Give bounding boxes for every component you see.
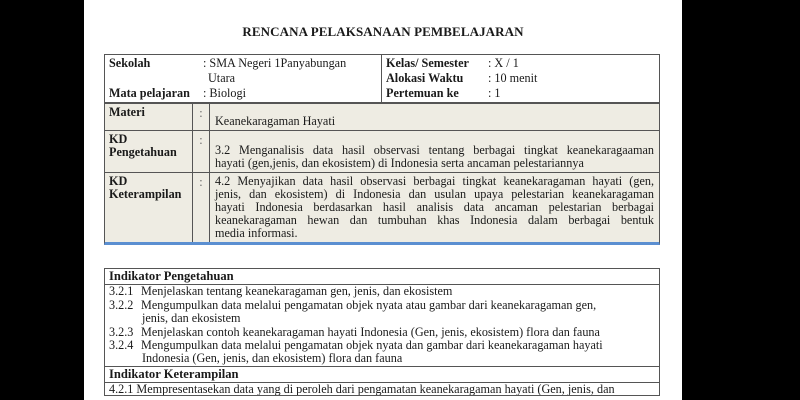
materi-text: Keanekaragaman Hayati [215,114,336,128]
kd-pengetahuan-separator: : [193,131,210,172]
kd-pengetahuan-value [210,131,659,172]
pertemuan-value: : 1 [488,86,501,100]
kd-label-line2: Keterampilan [109,187,182,201]
indikator-item [105,339,659,366]
indikator-text-cont: Indonesia (Gen, jenis, dan ekosistem) flora dan fauna [142,351,403,366]
indikator-text: Mengumpulkan data melalui pengamatan objek nyata dan gambar dari keanekaragaman hayati [141,338,603,353]
kd-keterampilan-value [210,173,659,242]
document-title: RENCANA PELAKSANAAN PEMBELAJARAN [242,24,524,39]
kd-keterampilan-line: media informasi. [215,226,298,240]
kd-keterampilan-label [105,173,193,242]
info-left-cell [105,55,382,102]
indikator-number: 3.2.2 [109,297,134,312]
materi-row [105,103,659,130]
info-right-cell [382,55,659,102]
indikator-item [105,285,659,298]
kd-keterampilan-line: keanekaragaman hewan dan tumbuhan khas Indonesia dalam berbagai bentuk [215,213,654,227]
kd-label-line1: KD [109,132,128,146]
sekolah-label: Sekolah [109,56,151,70]
indikator-keterampilan-partial-line: 4.2.1 Mempresentasekan data yang di peroleh dari pengamatan keanekaragaman hayati (Gen, jenis, dan [109,383,615,396]
materi-label: Materi [105,104,193,130]
kd-label-line2: Pengetahuan [109,145,177,159]
kd-label-line1: KD [109,174,128,188]
kd-keterampilan-separator: : [193,173,210,242]
indikator-keterampilan-heading: Indikator Keterampilan [105,366,659,383]
indikator-text: Mengumpulkan data melalui pengamatan objek nyata atau gambar dari keanekaragaman gen, [141,297,597,312]
sekolah-value: : SMA Negeri 1Panyabungan [203,56,347,70]
sekolah-value-cont: Utara [208,71,236,85]
info-table [104,54,660,245]
alokasi-label: Alokasi Waktu [386,71,464,85]
indikator-text-cont: jenis, dan ekosistem [142,311,241,326]
pertemuan-label: Pertemuan ke [386,86,459,100]
indikator-text: Menjelaskan tentang keanekaragaman gen, jenis, dan ekosistem [141,284,453,299]
mapel-value: : Biologi [203,86,247,100]
kd-keterampilan-line: 4.2 Menyajikan data hasil observasi berbagai tingkat keanekaragaman hayati (gen, [215,174,654,188]
indikator-pengetahuan-heading: Indikator Pengetahuan [105,269,659,285]
indikator-number: 3.2.1 [109,284,134,299]
indikator-item [105,326,659,339]
kd-keterampilan-line: hayati Indonesia berdasarkan hasil analisis data ancaman pelestarian berbagai [215,200,654,214]
alokasi-value: : 10 menit [488,71,538,85]
kd-pengetahuan-label [105,131,193,172]
kd-keterampilan-line: jenis, dan ekosistem) di Indonesia dan usulan upaya pelestarian keanekaragaman [215,187,654,201]
info-header [105,55,659,103]
indikator-number: 3.2.3 [109,324,134,339]
kd-keterampilan-row [105,172,659,242]
kd-pengetahuan-row [105,130,659,172]
indikator-text: Menjelaskan contoh keanekaragaman hayati Indonesia (Gen, jenis, ekosistem) flora dan fauna [141,324,600,339]
kelas-value: : X / 1 [488,56,519,70]
document-page [84,0,682,400]
kd-pengetahuan-line: 3.2 Menganalisis data hasil observasi tentang berbagai tingkat keanekaragaaman [215,143,654,157]
indikator-number: 3.2.4 [109,338,134,353]
materi-value [210,104,659,130]
indikator-item [105,299,659,326]
materi-separator: : [193,104,210,130]
indikator-table [104,268,660,396]
kelas-label: Kelas/ Semester [386,56,469,70]
mapel-label: Mata pelajaran [109,86,190,100]
kd-pengetahuan-line: hayati (gen,jenis, dan ekosistem) di Indonesia serta ancaman pelestariannya [215,156,584,170]
